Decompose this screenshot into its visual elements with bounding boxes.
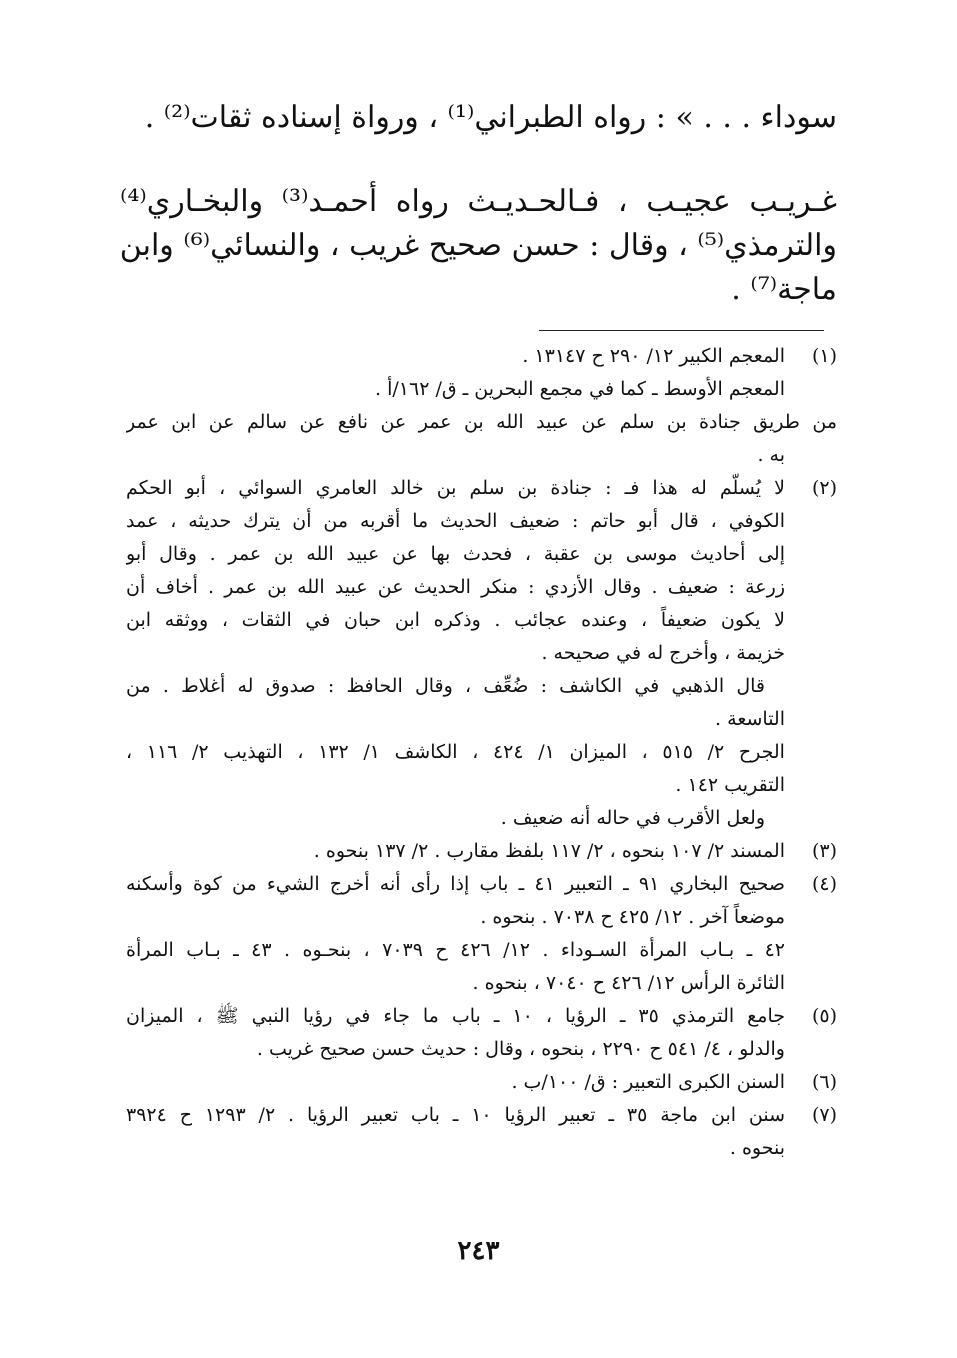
footnote-line: ولعل الأقرب في حاله أنه ضعيف .: [500, 807, 765, 829]
footnote-line: لا يكون ضعيفاً ، وعنده عجائب . وذكره ابن حبان في الثقات ، ووثقه ابن: [126, 609, 785, 631]
footnote-6: [126, 1066, 837, 1099]
footnote-line: زرعة : ضعيف . وقال الأزدي : منكر الحديث عن عبيد الله بن عمر . أخاف أن: [126, 576, 785, 598]
footnote-line: قال الذهبي في الكاشف : ضُعِّف ، وقال الحافظ : صدوق له أغلاط . من: [126, 675, 765, 697]
footnote-line: بنحوه .: [729, 1137, 785, 1159]
footnote-2: [126, 472, 837, 835]
footnote-line: به .: [757, 444, 785, 466]
footnote-line: موضعاً آخر . ١٢/ ٤٢٥ ح ٧٠٣٨ . بنحوه .: [480, 906, 785, 928]
footnote-number: (١): [811, 345, 837, 367]
footnote-number: (٥): [811, 1005, 837, 1027]
footnote-line: الجرح ٢/ ٥١٥ ، الميزان ١/ ٤٢٤ ، الكاشف ١/ ١٣٢ ، التهذيب ٢/ ١١٦ ،: [126, 741, 785, 763]
footnote-3: [126, 835, 837, 868]
footnotes: [126, 340, 837, 1165]
main-text-line: غـريـب عجيـب ، فـالحـديـث رواه أحمـد⁽³⁾ والبخـاري⁽⁴⁾: [120, 184, 837, 219]
footnote-line: لا يُسلّم له هذا فـ : جنادة بن سلم بن خالد العامري السوائي ، أبو الحكم: [126, 477, 785, 499]
footnote-line: جامع الترمذي ٣٥ ـ الرؤيا ، ١٠ ـ باب ما جاء في رؤيا النبي ﷺ ، الميزان: [126, 1005, 785, 1027]
footnote-number: (٣): [811, 840, 837, 862]
main-text-paragraph-2: [120, 180, 837, 312]
footnote-number: (٧): [811, 1104, 837, 1126]
footnote-line: والدلو ، ٤/ ٥٤١ ح ٢٢٩٠ ، بنحوه ، وقال : حديث حسن صحيح غريب .: [256, 1038, 785, 1060]
footnote-line: التاسعة .: [715, 708, 785, 730]
footnote-7: [126, 1099, 837, 1165]
footnote-number: (٦): [811, 1071, 837, 1093]
footnote-line: المعجم الكبير ١٢/ ٢٩٠ ح ١٣١٤٧ .: [522, 345, 785, 367]
main-text-line: سوداء . . . » : رواه الطبراني⁽¹⁾ ، ورواة إسناده ثقات⁽²⁾ .: [144, 100, 837, 135]
footnote-1: [126, 340, 837, 472]
footnote-line: ٤٢ ـ بـاب المرأة السـوداء . ١٢/ ٤٢٦ ح ٧٠٣٩ ، بنحـوه . ٤٣ ـ بـاب المرأة: [126, 939, 785, 961]
footnote-line: خزيمة ، وأخرج له في صحيحه .: [541, 642, 785, 664]
footnote-line: من طريق جنادة بن سلم عن عبيد الله بن عمر عن نافع عن سالم عن ابن عمر: [126, 411, 837, 433]
main-text-line: ماجة⁽⁷⁾ .: [731, 272, 837, 307]
footnote-5: [126, 1000, 837, 1066]
footnote-number: (٢): [811, 477, 837, 499]
footnote-4: [126, 868, 837, 1000]
footnote-line: صحيح البخاري ٩١ ـ التعبير ٤١ ـ باب إذا رأى أنه أخرج الشيء من كوة وأسكنه: [126, 873, 785, 895]
main-text-line: والترمذي⁽⁵⁾ ، وقال : حسن صحيح غريب ، والنسائي⁽⁶⁾ وابن: [120, 228, 837, 263]
footnote-line: سنن ابن ماجة ٣٥ ـ تعبير الرؤيا ١٠ ـ باب تعبير الرؤيا . ٢/ ١٢٩٣ ح ٣٩٢٤: [126, 1104, 785, 1126]
page-number: ٢٤٣: [457, 1236, 500, 1266]
footnote-line: إلى أحاديث موسى بن عقبة ، فحدث بها عن عبيد الله بن عمر . وقال أبو: [126, 543, 785, 565]
footnote-line: المسند ٢/ ١٠٧ بنحوه ، ٢/ ١١٧ بلفظ مقارب . ٢/ ١٣٧ بنحوه .: [313, 840, 785, 862]
footnote-line: الكوفي ، قال أبو حاتم : ضعيف الحديث ما أقربه من أن يترك حديثه ، عمد: [126, 510, 785, 532]
footnote-line: المعجم الأوسط ـ كما في مجمع البحرين ـ ق/ ١٦٢/أ .: [375, 378, 785, 400]
footnote-number: (٤): [811, 873, 837, 895]
footnote-line: التقريب ١٤٢ .: [675, 774, 785, 796]
footnote-line: الثائرة الرأس ١٢/ ٤٢٦ ح ٧٠٤٠ ، بنحوه .: [472, 972, 785, 994]
footnote-separator: [539, 330, 824, 331]
main-text-paragraph-1: [120, 96, 837, 140]
footnote-line: السنن الكبرى التعبير : ق/ ١٠٠/ب .: [511, 1071, 785, 1093]
